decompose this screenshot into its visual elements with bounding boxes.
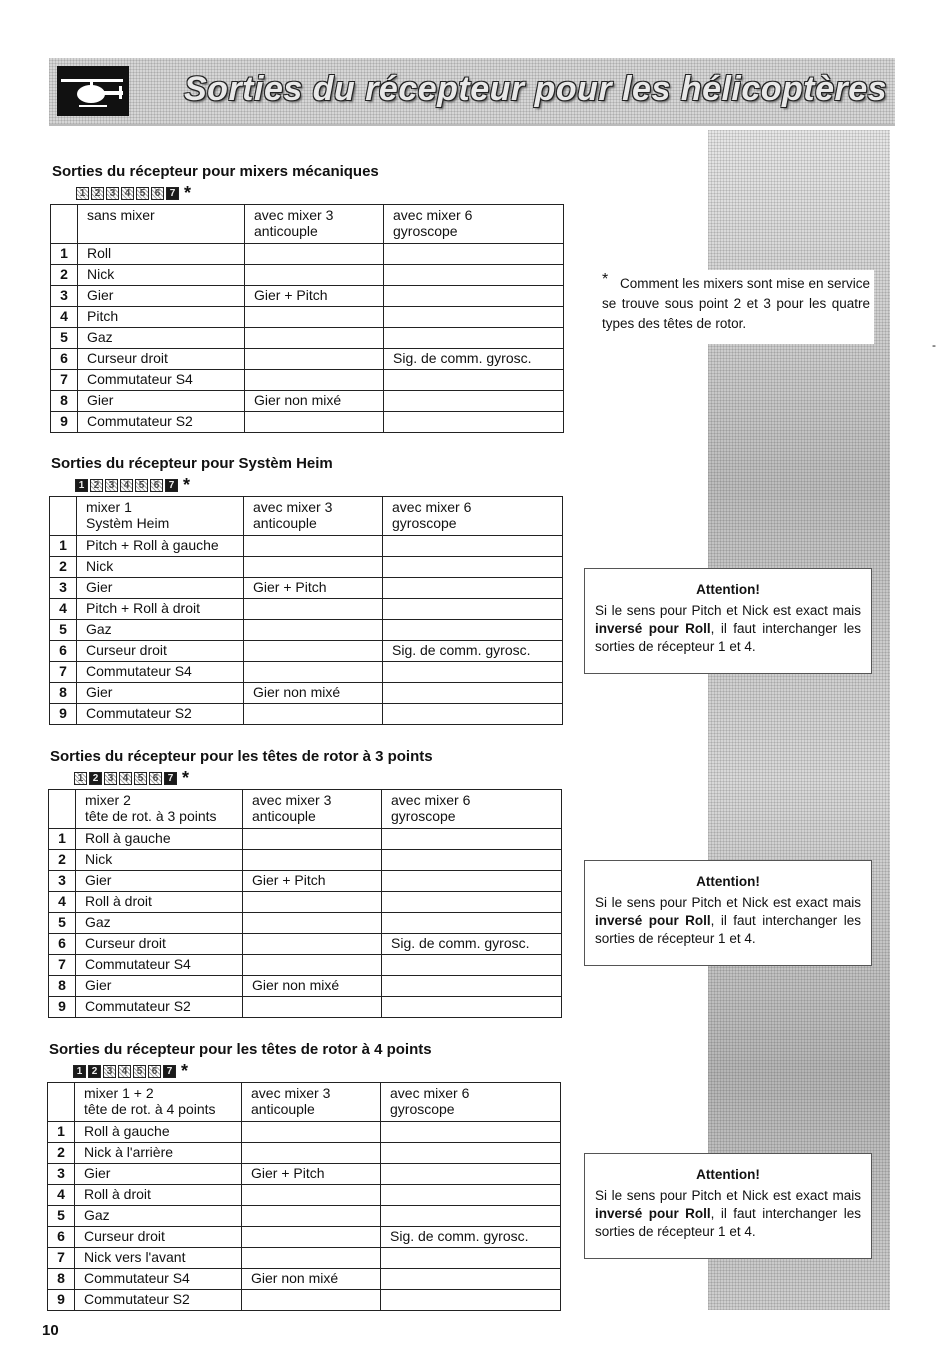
channel-number: 8 [50,683,77,704]
mixer3-cell [243,997,382,1018]
mixer-code-row [76,185,564,201]
mixer6-cell [381,1206,561,1227]
mixer-code-box: 2 [91,187,104,200]
channel-number: 2 [48,1143,75,1164]
column-header-line: Systèm Heim [86,515,170,531]
function-cell: Gier [77,578,244,599]
mixer6-cell [383,557,563,578]
column-header [244,497,383,536]
channel-number: 8 [49,976,76,997]
table-row [48,1164,561,1185]
mixer3-cell [242,1122,381,1143]
channel-number: 7 [48,1248,75,1269]
mixer3-cell [242,1143,381,1164]
column-header-line: gyroscope [392,515,457,531]
channel-number: 8 [48,1269,75,1290]
mixer-code-box: 4 [121,187,134,200]
mixer3-cell [244,620,383,641]
column-header-line: anticouple [254,223,318,239]
table-header-row [50,497,563,536]
channel-number: 1 [49,829,76,850]
mixer3-cell [245,328,384,349]
column-header [383,497,563,536]
function-cell: Curseur droit [78,349,245,370]
channel-number: 3 [50,578,77,599]
function-cell: Gaz [76,913,243,934]
table-row [50,662,563,683]
channel-number: 7 [50,662,77,683]
table-row [50,704,563,725]
column-header-line: avec mixer 3 [251,1085,331,1101]
function-cell: Gier [78,391,245,412]
attention-title: Attention! [696,1167,760,1182]
mixer6-cell [384,370,564,391]
channel-number: 4 [48,1185,75,1206]
function-cell: Nick [76,850,243,871]
mixer3-cell: Gier non mixé [243,976,382,997]
table-row [49,892,562,913]
channel-number: 8 [51,391,78,412]
table-row [50,620,563,641]
mixer3-cell [244,557,383,578]
mixer6-cell [383,536,563,557]
column-header-line: avec mixer 6 [391,792,471,808]
mixer-code-box: 2 [90,479,103,492]
attention-body: Si le sens pour Pitch et Nick est exact mais inversé pour Roll, il faut interchanger les sorties de récepteur 1 et 4. [595,603,861,654]
mixer3-cell [243,913,382,934]
mixer6-cell: Sig. de comm. gyrosc. [382,934,562,955]
output-table [48,789,562,1018]
output-table [49,496,563,725]
mixer-code-box: 6 [148,1065,161,1078]
table-header-row [51,205,564,244]
attention-box-3 [584,1153,872,1259]
table-row [48,1122,561,1143]
table-row [51,328,564,349]
attention-box-2 [584,860,872,966]
function-cell: Curseur droit [76,934,243,955]
column-header-line: gyroscope [391,808,456,824]
mixer6-cell [381,1143,561,1164]
table-row [48,1248,561,1269]
column-header [382,790,562,829]
table-row [48,1269,561,1290]
section-rotor-4-points [47,1041,561,1311]
function-cell: Roll à gauche [76,829,243,850]
footnote-asterisk: * [183,475,191,495]
attention-box-1 [584,568,872,674]
column-header-line: mixer 1 [86,499,132,515]
function-cell: Pitch + Roll à droit [77,599,244,620]
mixer3-cell [245,412,384,433]
channel-number: 3 [51,286,78,307]
column-header-line: anticouple [251,1101,315,1117]
mixer3-cell: Gier + Pitch [243,871,382,892]
channel-number: 9 [50,704,77,725]
column-header-line: avec mixer 6 [393,207,473,223]
function-cell: Pitch + Roll à gauche [77,536,244,557]
mixer3-cell [242,1206,381,1227]
header-corner-cell [50,497,77,536]
mixer-code-box: 1 [74,772,87,785]
mixer3-cell [245,370,384,391]
column-header-line: anticouple [252,808,316,824]
mixer6-cell [384,412,564,433]
mixer-code-box: 2 [88,1065,101,1078]
mixer6-cell [384,328,564,349]
mixer6-cell [382,871,562,892]
mixer-code-box: 4 [118,1065,131,1078]
function-cell: Gaz [77,620,244,641]
table-row [51,307,564,328]
column-header-line: avec mixer 6 [390,1085,470,1101]
margin-mark: - [932,338,936,352]
function-cell: Gier [76,976,243,997]
channel-number: 4 [50,599,77,620]
mixer-code-row [75,477,563,493]
function-cell: Curseur droit [77,641,244,662]
function-cell: Commutateur S4 [77,662,244,683]
mixer-code-box: 4 [120,479,133,492]
mixer6-cell [382,850,562,871]
table-row [51,286,564,307]
channel-number: 5 [48,1206,75,1227]
mixer3-cell [243,955,382,976]
mixer3-cell: Gier non mixé [244,683,383,704]
channel-number: 1 [50,536,77,557]
mixer6-cell [382,913,562,934]
mixer-code-box: 5 [135,479,148,492]
function-cell: Pitch [78,307,245,328]
column-header-line: sans mixer [87,207,155,223]
mixer6-cell [381,1290,561,1311]
table-header-row [48,1083,561,1122]
section-title: Sorties du récepteur pour mixers mécaniques [52,163,379,180]
mixer6-cell [383,683,563,704]
mixer6-cell [383,578,563,599]
column-header [381,1083,561,1122]
attention-body: Si le sens pour Pitch et Nick est exact mais inversé pour Roll, il faut interchanger les sorties de récepteur 1 et 4. [595,1188,861,1239]
column-header-line: gyroscope [390,1101,455,1117]
mixer6-cell [383,662,563,683]
column-header [243,790,382,829]
footnote-text: Comment les mixers sont mise en service se trouve sous point 2 et 3 pour les quatre types des têtes de rotor. [602,276,870,331]
helicopter-icon [57,66,129,116]
mixer3-cell [244,536,383,557]
channel-number: 7 [51,370,78,391]
mixer3-cell [245,307,384,328]
section-title: Sorties du récepteur pour les têtes de rotor à 4 points [49,1041,432,1058]
channel-number: 1 [51,244,78,265]
channel-number: 2 [50,557,77,578]
mixer3-cell [245,244,384,265]
mixer6-cell [384,391,564,412]
mixer-code-box: 5 [133,1065,146,1078]
mixer-code-box: 3 [104,772,117,785]
channel-number: 6 [49,934,76,955]
column-header [76,790,243,829]
column-header-line: tête de rot. à 3 points [85,808,217,824]
page-title: Sorties du récepteur pour les hélicoptères [184,70,888,108]
mixer-code-box: 2 [89,772,102,785]
mixer3-cell [243,829,382,850]
function-cell: Gier [77,683,244,704]
mixer6-cell [381,1164,561,1185]
function-cell: Gier [78,286,245,307]
mixer-code-row [74,770,562,786]
mixer-code-box: 7 [164,772,177,785]
channel-number: 4 [51,307,78,328]
mixer6-cell [382,955,562,976]
attention-body: Si le sens pour Pitch et Nick est exact mais inversé pour Roll, il faut interchanger les sorties de récepteur 1 et 4. [595,895,861,946]
mixer-code-box: 6 [150,479,163,492]
table-row [49,955,562,976]
mixer-code-box: 1 [73,1065,86,1078]
column-header [75,1083,242,1122]
mixer6-cell [381,1269,561,1290]
mixer-code-box: 7 [163,1065,176,1078]
mixer3-cell [242,1248,381,1269]
table-row [51,265,564,286]
channel-number: 1 [48,1122,75,1143]
mixer-code-box: 3 [106,187,119,200]
function-cell: Roll à droit [75,1185,242,1206]
channel-number: 4 [49,892,76,913]
mixer-code-box: 7 [165,479,178,492]
table-row [50,683,563,704]
channel-number: 5 [50,620,77,641]
mixer6-cell [383,620,563,641]
mixer3-cell [243,892,382,913]
mixer3-cell [245,349,384,370]
mixer6-cell [383,704,563,725]
mixer-code-box: 6 [149,772,162,785]
page-number: 10 [42,1322,59,1339]
channel-number: 9 [49,997,76,1018]
attention-title: Attention! [696,582,760,597]
header-corner-cell [49,790,76,829]
mixer6-cell: Sig. de comm. gyrosc. [384,349,564,370]
mixer3-cell [243,850,382,871]
table-row [48,1143,561,1164]
column-header-line: avec mixer 6 [392,499,472,515]
mixer3-cell [242,1185,381,1206]
mixer6-cell [382,976,562,997]
column-header-line: tête de rot. à 4 points [84,1101,216,1117]
table-row [51,349,564,370]
mixer3-cell [244,641,383,662]
section-rotor-3-points [48,748,562,1018]
function-cell: Commutateur S4 [76,955,243,976]
function-cell: Gier [76,871,243,892]
section-mechanical-mixers [50,163,564,433]
channel-number: 6 [50,641,77,662]
column-header-line: anticouple [253,515,317,531]
function-cell: Roll [78,244,245,265]
function-cell: Roll à droit [76,892,243,913]
attention-title: Attention! [696,874,760,889]
mixer6-cell [381,1248,561,1269]
table-row [51,370,564,391]
mixer6-cell [382,829,562,850]
channel-number: 9 [51,412,78,433]
table-row [51,244,564,265]
footnote-asterisk: * [184,183,192,203]
column-header-line: avec mixer 3 [253,499,333,515]
function-cell: Commutateur S2 [77,704,244,725]
mixer6-cell: Sig. de comm. gyrosc. [381,1227,561,1248]
function-cell: Gier [75,1164,242,1185]
function-cell: Commutateur S4 [78,370,245,391]
channel-number: 2 [51,265,78,286]
table-row [51,391,564,412]
column-header [245,205,384,244]
mixer6-cell [384,307,564,328]
table-row [49,913,562,934]
table-row [49,997,562,1018]
mixer3-cell: Gier non mixé [242,1269,381,1290]
function-cell: Commutateur S2 [75,1290,242,1311]
header-corner-cell [48,1083,75,1122]
mixer6-cell [382,997,562,1018]
footnote-asterisk: * [181,1061,189,1081]
table-row [49,934,562,955]
channel-number: 2 [49,850,76,871]
function-cell: Commutateur S2 [78,412,245,433]
column-header-line: gyroscope [393,223,458,239]
section-title: Sorties du récepteur pour les têtes de rotor à 3 points [50,748,433,765]
channel-number: 6 [48,1227,75,1248]
footnote [598,270,874,344]
footnote-star: * [602,271,609,288]
table-row [51,412,564,433]
table-row [50,557,563,578]
column-header-line: avec mixer 3 [254,207,334,223]
mixer-code-box: 1 [75,479,88,492]
mixer6-cell [384,244,564,265]
mixer-code-box: 7 [166,187,179,200]
mixer6-cell: Sig. de comm. gyrosc. [383,641,563,662]
mixer-code-box: 1 [76,187,89,200]
mixer3-cell [242,1290,381,1311]
mixer6-cell [381,1185,561,1206]
table-row [49,871,562,892]
output-table [47,1082,561,1311]
function-cell: Commutateur S2 [76,997,243,1018]
mixer6-cell [381,1122,561,1143]
mixer6-cell [382,892,562,913]
mixer-code-box: 6 [151,187,164,200]
channel-number: 7 [49,955,76,976]
column-header [78,205,245,244]
table-header-row [49,790,562,829]
table-row [48,1185,561,1206]
mixer-code-box: 3 [105,479,118,492]
section-system-heim [49,455,563,725]
mixer3-cell [244,599,383,620]
mixer3-cell: Gier + Pitch [242,1164,381,1185]
mixer-code-box: 5 [134,772,147,785]
mixer-code-box: 5 [136,187,149,200]
column-header [77,497,244,536]
column-header [242,1083,381,1122]
mixer3-cell: Gier non mixé [245,391,384,412]
mixer6-cell [384,286,564,307]
channel-number: 3 [48,1164,75,1185]
channel-number: 3 [49,871,76,892]
function-cell: Nick vers l'avant [75,1248,242,1269]
header-banner [49,58,895,126]
table-row [50,536,563,557]
column-header-line: avec mixer 3 [252,792,332,808]
mixer3-cell [245,265,384,286]
mixer-code-row [73,1063,561,1079]
table-row [49,976,562,997]
mixer3-cell: Gier + Pitch [245,286,384,307]
table-row [48,1227,561,1248]
mixer6-cell [384,265,564,286]
function-cell: Curseur droit [75,1227,242,1248]
table-row [48,1290,561,1311]
mixer3-cell [244,704,383,725]
function-cell: Commutateur S4 [75,1269,242,1290]
function-cell: Roll à gauche [75,1122,242,1143]
function-cell: Nick à l'arrière [75,1143,242,1164]
channel-number: 5 [51,328,78,349]
mixer-code-box: 4 [119,772,132,785]
mixer3-cell: Gier + Pitch [244,578,383,599]
footnote-asterisk: * [182,768,190,788]
section-title: Sorties du récepteur pour Systèm Heim [51,455,333,472]
output-table [50,204,564,433]
table-row [50,641,563,662]
mixer3-cell [244,662,383,683]
mixer3-cell [242,1227,381,1248]
column-header-line: mixer 2 [85,792,131,808]
channel-number: 9 [48,1290,75,1311]
header-corner-cell [51,205,78,244]
mixer6-cell [383,599,563,620]
column-header [384,205,564,244]
table-row [49,829,562,850]
channel-number: 6 [51,349,78,370]
table-row [48,1206,561,1227]
function-cell: Nick [78,265,245,286]
mixer3-cell [243,934,382,955]
function-cell: Nick [77,557,244,578]
function-cell: Gaz [78,328,245,349]
mixer-code-box: 3 [103,1065,116,1078]
function-cell: Gaz [75,1206,242,1227]
table-row [50,578,563,599]
column-header-line: mixer 1 + 2 [84,1085,154,1101]
table-row [49,850,562,871]
channel-number: 5 [49,913,76,934]
table-row [50,599,563,620]
